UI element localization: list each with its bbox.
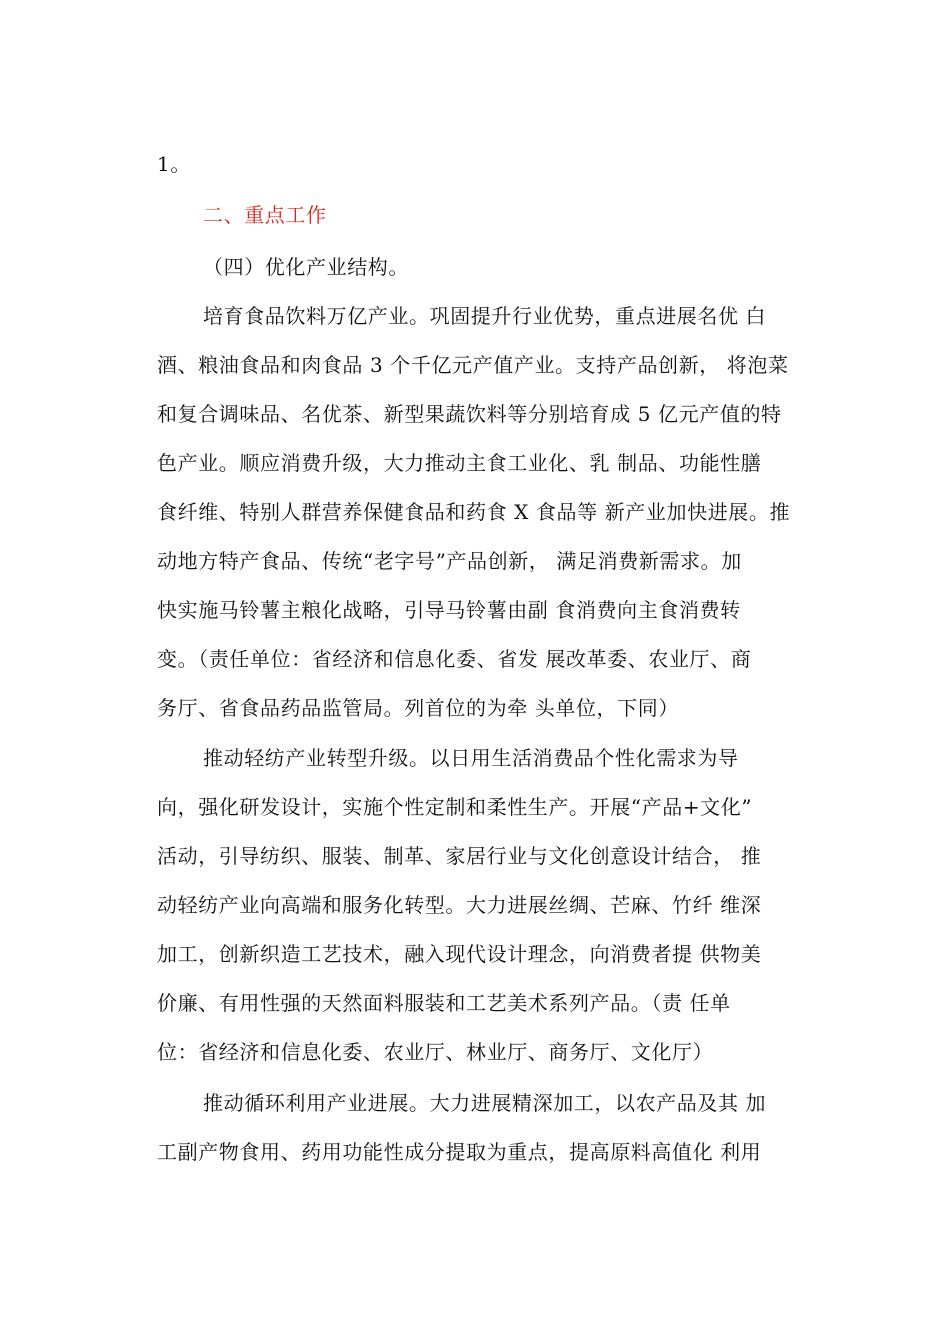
subsection-heading: （四）优化产业结构。 bbox=[203, 255, 409, 279]
paragraph-line: 快实施马铃薯主粮化战略，引导马铃薯由副 食消费向主食消费转 bbox=[157, 598, 741, 622]
paragraph-line: 酒、粮油食品和肉食品 3 个千亿元产值产业。支持产品创新， 将泡菜 bbox=[157, 353, 789, 377]
paragraph-line: 推动轻纺产业转型升级。以日用生活消费品个性化需求为导 bbox=[203, 746, 739, 770]
section-heading: 二、重点工作 bbox=[203, 203, 327, 227]
paragraph-line: 工副产物食用、药用功能性成分提取为重点，提高原料高值化 利用 bbox=[157, 1140, 762, 1164]
paragraph-line: 加工，创新织造工艺技术，融入现代设计理念，向消费者提 供物美 bbox=[157, 942, 762, 966]
paragraph-line: 和复合调味品、名优茶、新型果蔬饮料等分别培育成 5 亿元产值的特 bbox=[157, 402, 782, 426]
paragraph-line: 动地方特产食品、传统“老字号”产品创新， 满足消费新需求。加 bbox=[157, 549, 742, 573]
paragraph-line: 变。（责任单位：省经济和信息化委、省发 展改革委、农业厅、商 bbox=[157, 647, 752, 671]
page-number-fragment: 1。 bbox=[157, 152, 191, 176]
paragraph-line: 向，强化研发设计，实施个性定制和柔性生产。开展“产品+文化” bbox=[157, 795, 753, 819]
paragraph-line: 活动，引导纺织、服装、制革、家居行业与文化创意设计结合， 推 bbox=[157, 844, 762, 868]
paragraph-line: 色产业。顺应消费升级，大力推动主食工业化、乳 制品、功能性膳 bbox=[157, 451, 762, 475]
paragraph-line: 位：省经济和信息化委、农业厅、林业厅、商务厅、文化厅） bbox=[157, 1040, 714, 1064]
paragraph-line: 务厅、省食品药品监管局。列首位的为牵 头单位，下同） bbox=[157, 696, 679, 720]
paragraph-line: 培育食品饮料万亿产业。巩固提升行业优势，重点进展名优 白 bbox=[203, 304, 767, 328]
paragraph-line: 推动循环利用产业进展。大力进展精深加工，以农产品及其 加 bbox=[203, 1091, 767, 1115]
paragraph-line: 动轻纺产业向高端和服务化转型。大力进展丝绸、芒麻、竹纤 维深 bbox=[157, 893, 762, 917]
paragraph-line: 食纤维、特别人群营养保健食品和药食 X 食品等 新产业加快进展。推 bbox=[157, 500, 791, 524]
paragraph-line: 价廉、有用性强的天然面料服装和工艺美术系列产品。（责 任单 bbox=[157, 991, 731, 1015]
